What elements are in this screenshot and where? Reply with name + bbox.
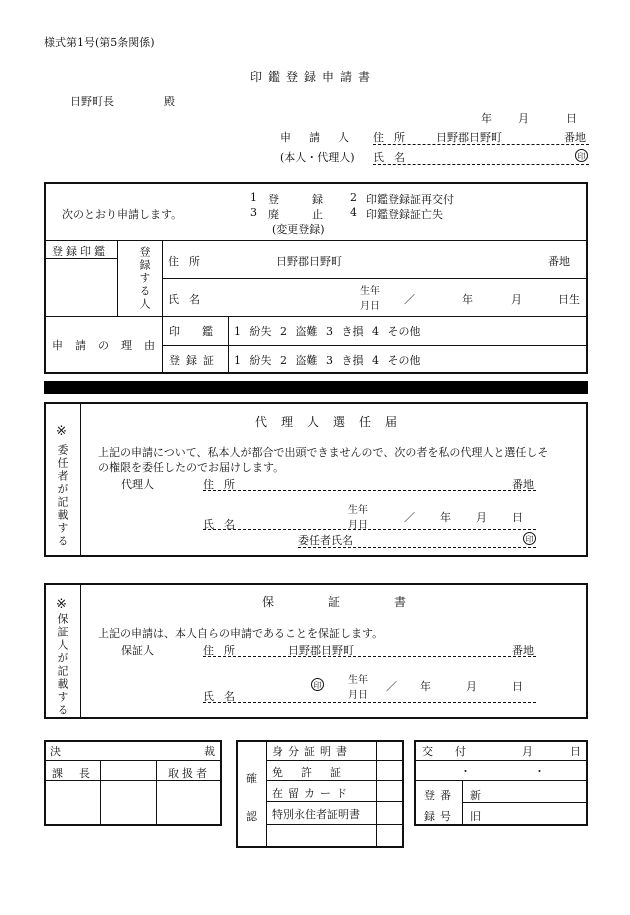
applicant-address[interactable]: 日野郡日野町 <box>436 131 502 144</box>
reason-card-choices[interactable]: 1 紛失 2 盗難 3 き損 4 その他 <box>234 354 421 367</box>
applicant-seal-icon: 印 <box>575 149 588 162</box>
id-doc-1: 身分証明書 <box>272 745 352 758</box>
registrant-label: 登録する人 <box>138 246 151 311</box>
issue-day: 日 <box>570 745 581 758</box>
guarantee-side-label: 保証人が記載する <box>56 613 69 717</box>
divider <box>414 760 588 761</box>
registrant-birth-day: 日生 <box>558 293 580 306</box>
agent-address-label: 住所 <box>203 478 245 491</box>
id-doc-3-check[interactable] <box>379 782 402 800</box>
reg-old-number-field[interactable] <box>486 804 586 824</box>
option-3-no: 3 <box>250 206 257 219</box>
handler-stamp-area[interactable] <box>158 782 221 824</box>
registrant-birth-label-2: 月日 <box>360 301 380 312</box>
divider <box>44 780 222 781</box>
proxy-note-mark: ※ <box>56 424 67 439</box>
date-month: 月 <box>518 112 529 125</box>
applicant-type: (本人・代理人) <box>280 151 355 164</box>
registrant-name-label: 氏名 <box>168 293 210 306</box>
issue-label: 交付 <box>422 745 488 758</box>
agent-birth-label-2: 月日 <box>348 520 368 531</box>
applicant-name-line <box>373 164 589 165</box>
registrant-address-label: 住所 <box>168 255 210 268</box>
date-day: 日 <box>566 112 577 125</box>
guarantor-birth-label-1: 生年 <box>348 675 368 686</box>
registrant-birth-slash: ／ <box>404 293 415 306</box>
registrant-birth-month: 月 <box>511 293 522 306</box>
delegator-label: 委任者氏名 <box>298 534 353 547</box>
guarantee-note-mark: ※ <box>56 597 67 612</box>
decision-label-2: 裁 <box>204 745 215 758</box>
divider <box>266 780 404 781</box>
issue-dot-1: ・ <box>460 765 471 778</box>
divider <box>156 760 157 826</box>
proxy-side-label: 委任者が記載する <box>56 444 69 548</box>
date-year: 年 <box>481 112 492 125</box>
confirm-label-1: 確 <box>246 772 257 785</box>
divider <box>100 760 101 826</box>
agent-birth-year: 年 <box>440 511 451 524</box>
registrant-address[interactable]: 日野郡日野町 <box>276 255 342 268</box>
guarantee-text: 上記の申請は、本人自らの申請であることを保証します。 <box>98 627 384 640</box>
decision-label-1: 決 <box>50 745 61 758</box>
applicant-address-label: 住所 <box>373 131 415 144</box>
divider <box>376 740 377 848</box>
extra-stamp-area[interactable] <box>102 782 155 824</box>
seal-box-label: 登録印鑑 <box>52 245 108 258</box>
applicant-address-line <box>373 144 589 145</box>
reg-new-label: 新 <box>470 789 481 802</box>
divider <box>117 240 118 316</box>
registrant-birth-year: 年 <box>462 293 473 306</box>
divider <box>462 780 463 826</box>
proxy-text-2: の権限を委任したのでお届けします。 <box>98 461 285 474</box>
option-1-no: 1 <box>250 191 257 204</box>
chief-label: 課長 <box>52 767 106 780</box>
divider <box>44 760 222 761</box>
agent-label: 代理人 <box>121 478 154 491</box>
applicant-name-label: 氏名 <box>373 151 415 164</box>
divider <box>162 278 588 279</box>
agent-birth-slash: ／ <box>404 511 415 524</box>
reg-number-label-2: 号 <box>440 810 451 823</box>
applicant-banchi: 番地 <box>564 131 586 144</box>
divider <box>414 780 588 781</box>
agent-birth-month: 月 <box>476 511 487 524</box>
divider <box>266 801 404 802</box>
agent-birth-day: 日 <box>512 511 523 524</box>
reason-card-label: 登録証 <box>169 354 220 367</box>
confirm-label-2: 認 <box>246 810 257 823</box>
guarantor-name-label: 氏名 <box>203 690 245 703</box>
proxy-title: 代理人選任届 <box>255 415 412 429</box>
addressee: 日野町長 <box>70 95 114 108</box>
separator-bar <box>44 381 588 394</box>
registrant-birth-label-1: 生年 <box>360 286 380 297</box>
divider <box>44 240 588 241</box>
id-doc-2-check[interactable] <box>379 762 402 779</box>
reg-label-2: 録 <box>424 810 435 823</box>
agent-banchi: 番地 <box>512 478 534 491</box>
divider <box>266 740 267 848</box>
guarantor-banchi: 番地 <box>512 644 534 657</box>
chief-stamp-area[interactable] <box>46 782 99 824</box>
divider <box>162 345 588 346</box>
reason-seal-label: 印鑑 <box>169 325 235 338</box>
guarantor-address[interactable]: 日野郡日野町 <box>288 644 354 657</box>
reason-label: 申請の理由 <box>52 339 167 352</box>
divider <box>162 240 163 374</box>
guarantor-label: 保証人 <box>121 644 154 657</box>
divider <box>44 316 588 317</box>
option-reissue[interactable]: 印鑑登録証再交付 <box>366 193 454 206</box>
issue-month: 月 <box>522 745 533 758</box>
guarantor-name-line[interactable] <box>203 702 536 703</box>
agent-birth-label-1: 生年 <box>348 505 368 516</box>
application-lead: 次のとおり申請します。 <box>62 208 183 221</box>
page-title: 印鑑登録申請書 <box>250 70 377 84</box>
proxy-text-1: 上記の申請について、私本人が都合で出頭できませんので、次の者を私の代理人と選任しそ <box>98 446 549 459</box>
guarantor-birth-label-2: 月日 <box>348 690 368 701</box>
divider <box>44 258 117 259</box>
divider <box>80 583 81 719</box>
reg-new-number-field[interactable] <box>486 783 586 801</box>
agent-name-line[interactable] <box>203 529 536 530</box>
option-register[interactable]: 登 録 <box>268 193 323 206</box>
option-change: (変更登録) <box>272 223 325 236</box>
guarantee-title: 保証書 <box>262 595 461 609</box>
divider <box>462 802 588 803</box>
issue-dot-2: ・ <box>534 765 545 778</box>
delegator-name-line[interactable] <box>298 547 536 548</box>
guarantor-address-line[interactable] <box>203 656 536 657</box>
id-doc-3: 在留カード <box>272 787 352 800</box>
divider <box>80 402 81 557</box>
id-doc-4-check[interactable] <box>379 803 402 823</box>
reg-label-1: 登 <box>424 789 435 802</box>
guarantor-birth-day: 日 <box>512 680 523 693</box>
option-lost[interactable]: 印鑑登録証亡失 <box>366 208 443 221</box>
guarantor-seal-icon: 印 <box>311 678 324 691</box>
registrant-banchi: 番地 <box>548 255 570 268</box>
option-4-no: 4 <box>350 206 357 219</box>
reason-seal-choices[interactable]: 1 紛失 2 盗難 3 き損 4 その他 <box>234 325 421 338</box>
guarantor-birth-month: 月 <box>466 680 477 693</box>
id-doc-2: 免許証 <box>272 766 359 779</box>
applicant-label: 申請人 <box>280 131 367 144</box>
addressee-honorific: 殿 <box>164 95 175 108</box>
divider <box>266 760 404 761</box>
id-doc-4: 特別永住者証明書 <box>272 808 360 821</box>
delegator-seal-icon: 印 <box>523 532 536 545</box>
option-2-no: 2 <box>350 191 357 204</box>
guarantor-address-label: 住所 <box>203 644 245 657</box>
agent-name-label: 氏名 <box>203 518 245 531</box>
agent-address-line[interactable] <box>203 490 536 491</box>
seal-impression-area[interactable] <box>46 260 116 315</box>
divider <box>266 824 404 825</box>
option-abolish[interactable]: 廃 止 <box>268 208 323 221</box>
handler-label: 取扱者 <box>168 767 210 780</box>
guarantor-birth-slash: ／ <box>386 680 397 693</box>
form-number: 様式第1号(第5条関係) <box>44 36 155 49</box>
id-doc-1-check[interactable] <box>379 743 402 759</box>
guarantor-birth-year: 年 <box>420 680 431 693</box>
reg-number-label-1: 番 <box>440 789 451 802</box>
reg-old-label: 旧 <box>470 810 481 823</box>
